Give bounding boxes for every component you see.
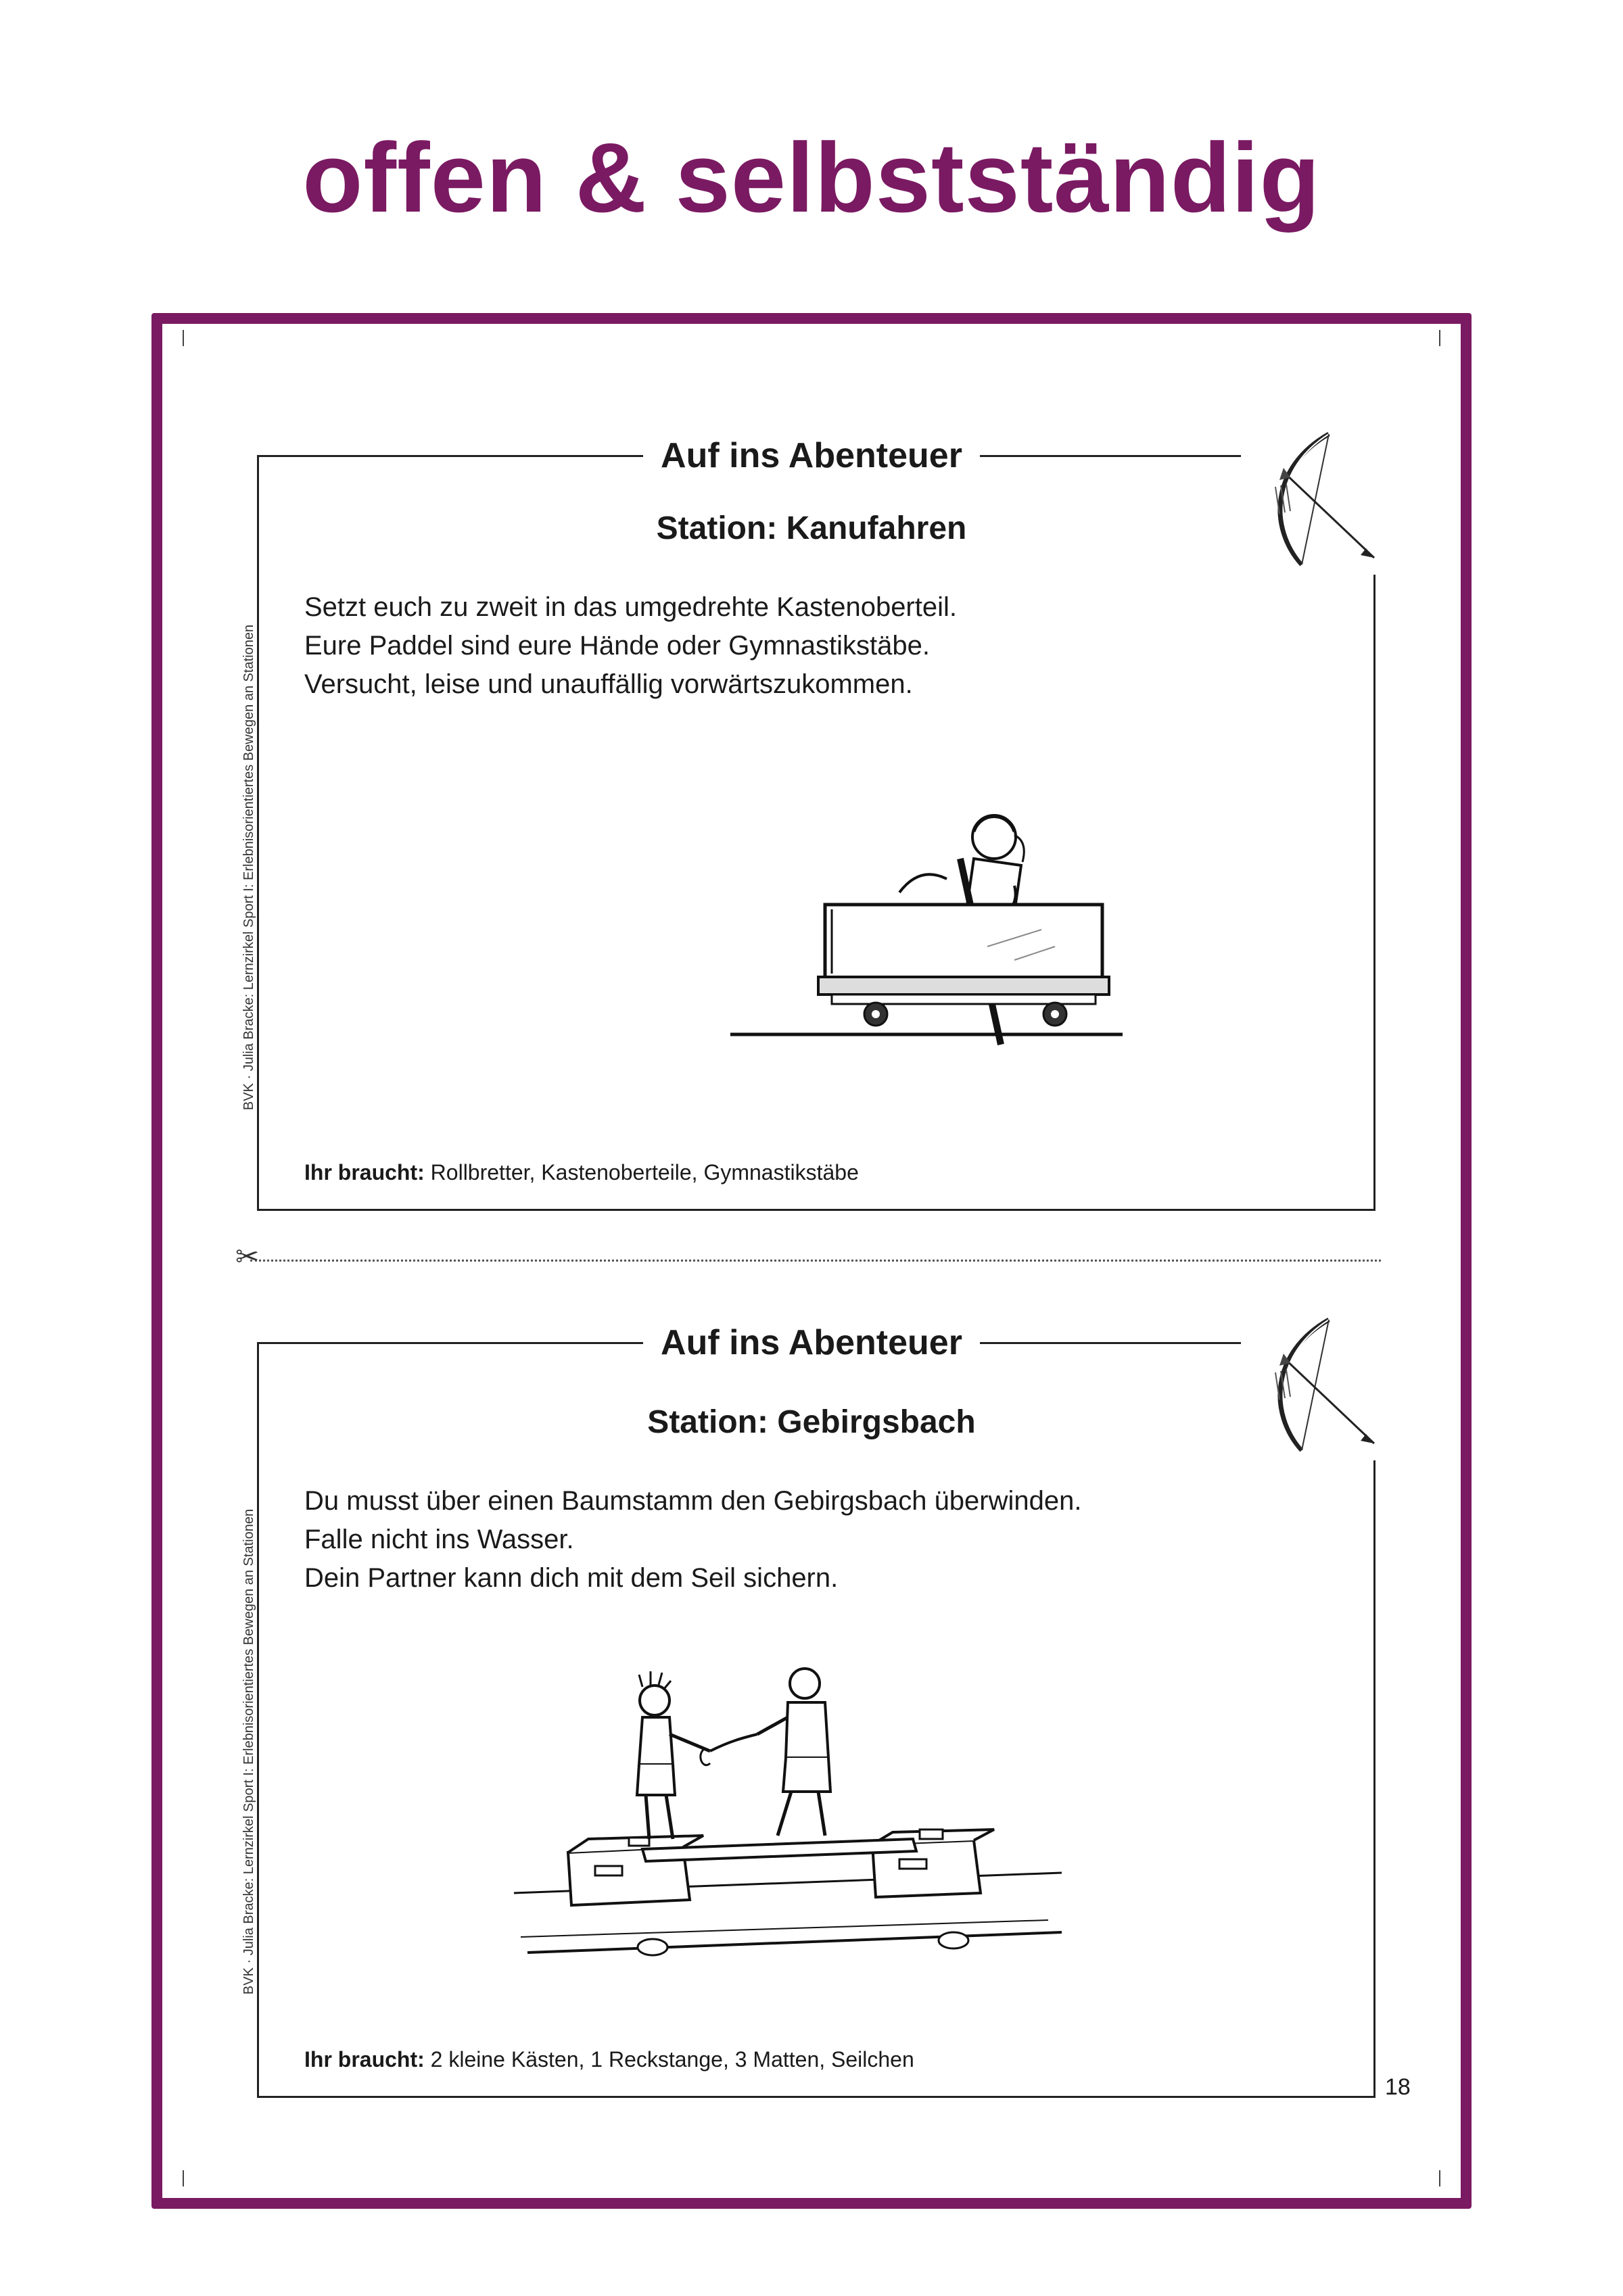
sidebar-credit: BVK · Julia Bracke: Lernzirkel Sport I: Erlebnisorientiertes Bewegen an Stationen <box>241 1508 256 1995</box>
scissors-icon: ✂ <box>235 1241 260 1272</box>
materials-needed <box>304 2047 914 2072</box>
cut-line <box>250 1260 1381 1262</box>
task-line: Falle nicht ins Wasser. <box>304 1525 574 1554</box>
card-title: Auf ins Abenteuer <box>257 438 1366 473</box>
station-title: Station: Kanufahren <box>656 510 967 546</box>
task-line: Setzt euch zu zweit in das umgedrehte Kastenoberteil. <box>304 592 957 622</box>
materials-list: 2 kleine Kästen, 1 Reckstange, 3 Matten, Seilchen <box>430 2047 914 2072</box>
card-border-bottom <box>257 1209 1375 1211</box>
card-border-right <box>1373 1460 1375 2098</box>
page-number: 18 <box>1385 2074 1411 2100</box>
card-border-bottom <box>257 2096 1375 2098</box>
task-text <box>304 588 1359 704</box>
materials-list: Rollbretter, Kastenoberteile, Gymnastikstäbe <box>430 1160 859 1185</box>
page-headline: offen & selbstständig <box>302 122 1321 233</box>
bow-arrow-icon <box>1251 426 1380 575</box>
materials-label: Ihr braucht: <box>304 2047 425 2072</box>
task-line: Versucht, leise und unauffällig vorwärtszukommen. <box>304 669 913 699</box>
crop-mark <box>1439 2170 1440 2186</box>
crop-mark <box>183 330 184 346</box>
task-line: Dein Partner kann dich mit dem Seil sichern. <box>304 1563 839 1593</box>
materials-label: Ihr braucht: <box>304 1160 425 1185</box>
canoe-illustration <box>730 805 1123 1048</box>
crop-mark <box>183 2170 184 2186</box>
card-title: Auf ins Abenteuer <box>257 1325 1366 1360</box>
sidebar-credit: BVK · Julia Bracke: Lernzirkel Sport I: Erlebnisorientiertes Bewegen an Stationen <box>241 624 256 1111</box>
crop-mark <box>1439 330 1440 346</box>
task-line: Du musst über einen Baumstamm den Gebirgsbach überwinden. <box>304 1486 1082 1516</box>
materials-needed <box>304 1160 859 1185</box>
station-title: Station: Gebirgsbach <box>647 1404 976 1440</box>
card-border-right <box>1373 575 1375 1211</box>
task-text <box>304 1482 1359 1598</box>
task-line: Eure Paddel sind eure Hände oder Gymnastikstäbe. <box>304 631 930 661</box>
stream-illustration <box>507 1670 1075 1967</box>
bow-arrow-icon <box>1251 1312 1380 1460</box>
